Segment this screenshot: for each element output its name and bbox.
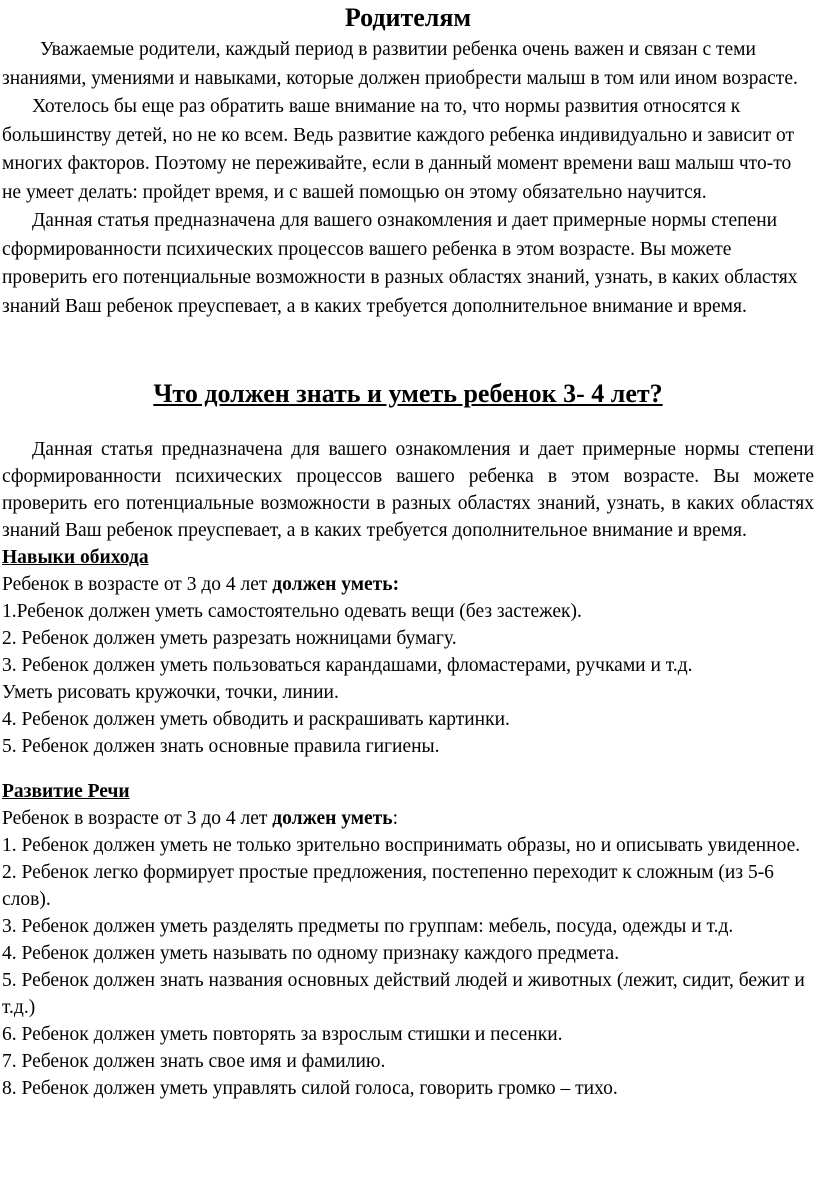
household-skills-lead [2,571,814,598]
article-body [2,436,814,1102]
household-skills-title: Навыки обихода [2,547,149,568]
page-title: Родителям [344,3,472,32]
list-item: 2. Ребенок должен уметь разрезать ножницами бумагу. [2,628,457,649]
list-item: 5. Ребенок должен знать названия основных действий людей и животных (лежит, сидит, бежит и т.д.) [2,970,805,1018]
list-item: 2. Ребенок легко формирует простые предложения, постепенно переходит к сложным (из 5-6 слов). [2,862,774,910]
list-item: 3. Ребенок должен уметь разделять предметы по группам: мебель, посуда, одежды и т.д. [2,916,734,937]
intro-paragraph: Хотелось бы еще раз обратить ваше внимание на то, что нормы развития относятся к большинству детей, но не ко всем. Ведь развитие каждого ребенка индивидуально и зависит от многих факторов. Поэтому не переживайте, если в данный момент времени ваш малыш что-то не умеет делать: пройдет время, и с вашей помощью он этому обязательно научится. [2,96,794,203]
section-heading: Что должен знать и уметь ребенок 3- 4 лет? [153,379,663,408]
speech-development-lead [2,805,814,832]
article-intro-paragraph: Данная статья предназначена для вашего ознакомления и дает примерные нормы степени сформированности психических процессов вашего ребенка в этом возрасте. Вы можете проверить его потенциальные возможности в разных областях знаний, узнать, в каких областях знаний Ваш ребенок преуспевает, а в каких требуется дополнительное внимание и время. [2,439,814,541]
intro-paragraph: Данная статья предназначена для вашего ознакомления и дает примерные нормы степени сформированности психических процессов вашего ребенка в этом возрасте. Вы можете проверить его потенциальные возможности в разных областях знаний, узнать, в каких областях знаний Ваш ребенок преуспевает, а в каких требуется дополнительное внимание и время. [2,210,798,317]
list-item: 5. Ребенок должен знать основные правила гигиены. [2,736,440,757]
list-item: 6. Ребенок должен уметь повторять за взрослым стишки и песенки. [2,1024,563,1045]
list-item: 4. Ребенок должен уметь обводить и раскрашивать картинки. [2,709,510,730]
list-item: 8. Ребенок должен уметь управлять силой голоса, говорить громко – тихо. [2,1078,618,1099]
speech-development-title: Развитие Речи [2,781,130,802]
list-item: 3. Ребенок должен уметь пользоваться карандашами, фломастерами, ручками и т.д. [2,655,693,676]
lead-text: Ребенок в возрасте от 3 до 4 лет [2,574,273,595]
lead-text: Ребенок в возрасте от 3 до 4 лет [2,808,273,829]
intro-paragraph: Уважаемые родители, каждый период в развитии ребенка очень важен и связан с теми знаниями, умениями и навыками, которые должен приобрести малыш в том или ином возрасте. [2,39,798,89]
list-item: 1. Ребенок должен уметь не только зрительно воспринимать образы, но и описывать увиденное. [2,835,801,856]
list-item: Уметь рисовать кружочки, точки, линии. [2,682,339,703]
intro-block [2,36,812,321]
list-item: 7. Ребенок должен знать свое имя и фамилию. [2,1051,386,1072]
list-item: 4. Ребенок должен уметь называть по одному признаку каждого предмета. [2,943,620,964]
speech-development-section [2,778,814,1102]
lead-bold-text: должен уметь: [272,574,400,595]
lead-suffix: : [392,808,398,829]
lead-bold-text: должен уметь [272,808,393,829]
section-spacer [2,760,814,778]
household-skills-section [2,544,814,760]
list-item: 1.Ребенок должен уметь самостоятельно одевать вещи (без застежек). [2,601,582,622]
